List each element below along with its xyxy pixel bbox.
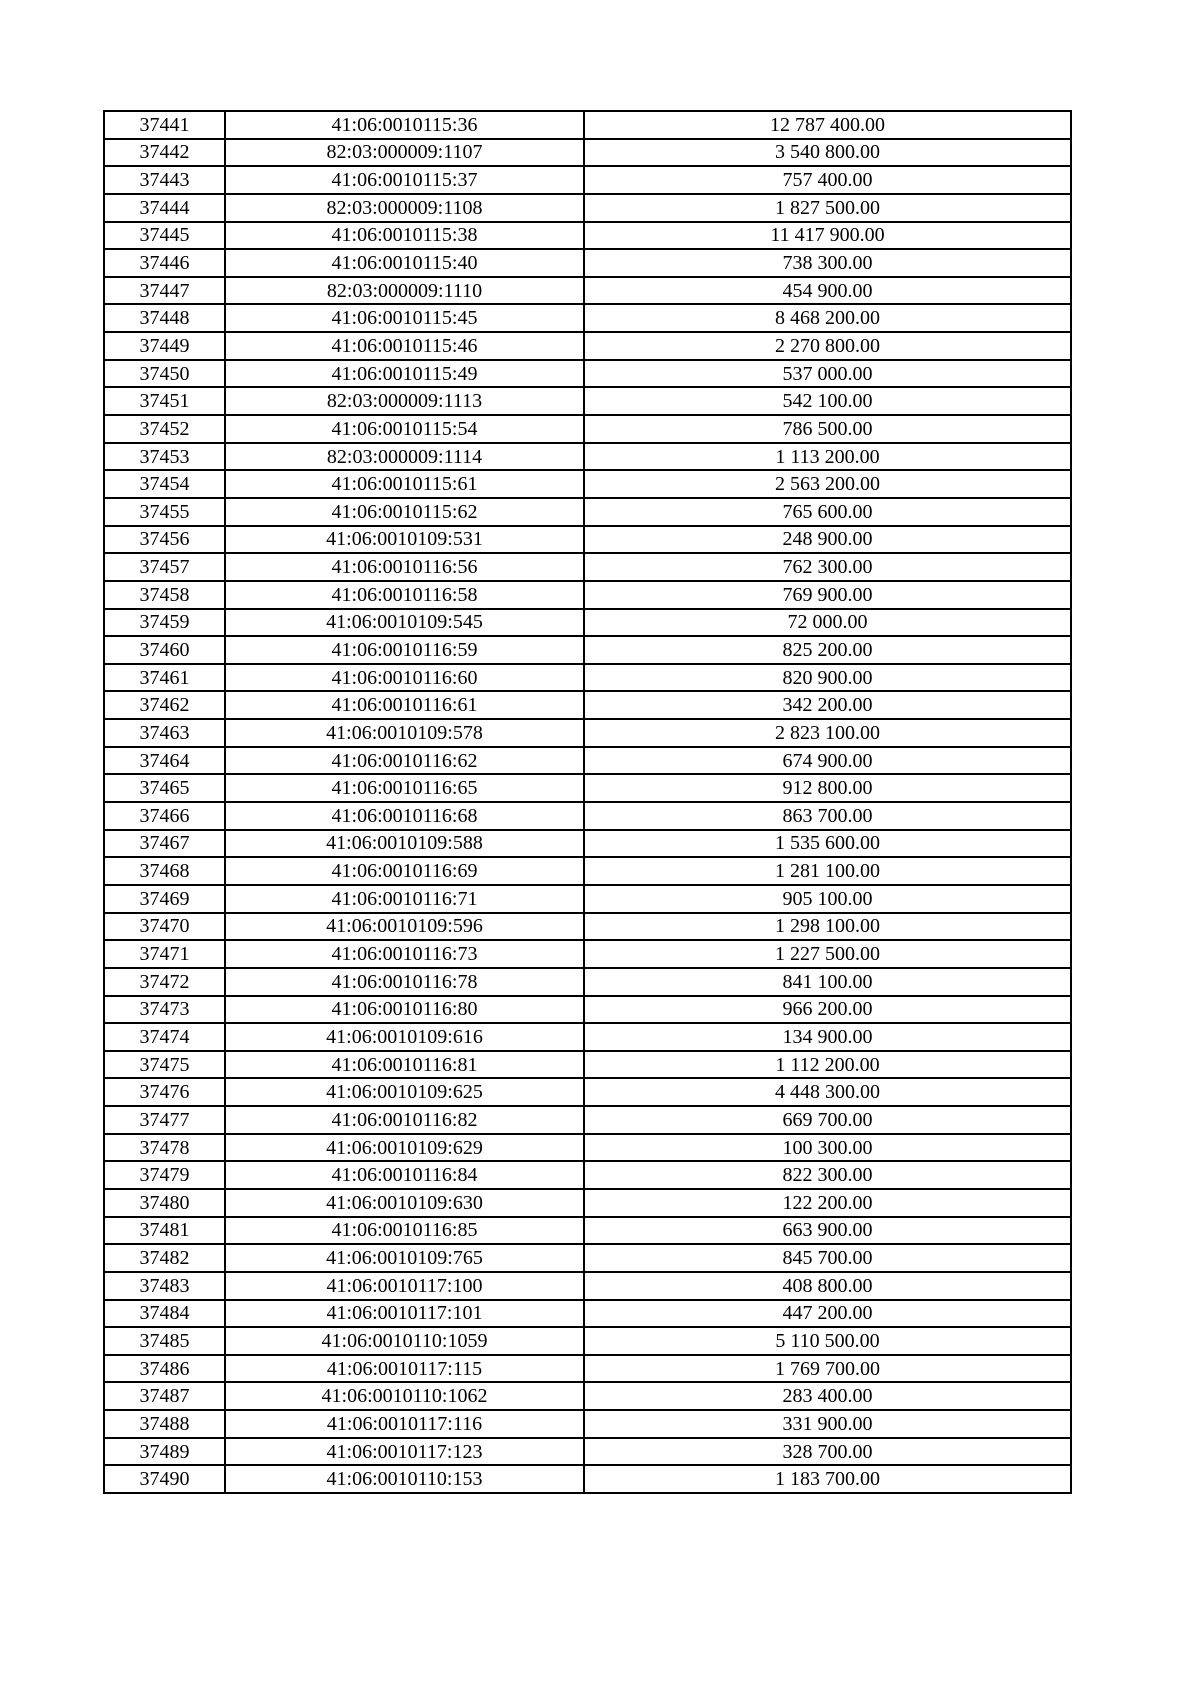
row-number-cell: 37484	[104, 1300, 225, 1328]
cadastral-value-cell: 1 535 600.00	[584, 830, 1071, 858]
row-number-cell: 37463	[104, 719, 225, 747]
row-number-cell: 37446	[104, 249, 225, 277]
cadastral-number-cell: 41:06:0010115:36	[225, 111, 584, 139]
table-row	[104, 387, 1071, 415]
cadastral-number-cell: 41:06:0010116:80	[225, 996, 584, 1024]
cadastral-value-table	[103, 110, 1072, 1494]
cadastral-value-cell: 663 900.00	[584, 1217, 1071, 1245]
table-row	[104, 249, 1071, 277]
row-number-cell: 37480	[104, 1189, 225, 1217]
cadastral-number-cell: 41:06:0010109:765	[225, 1244, 584, 1272]
table-row	[104, 360, 1071, 388]
row-number-cell: 37444	[104, 194, 225, 222]
cadastral-value-cell: 841 100.00	[584, 968, 1071, 996]
cadastral-value-cell: 738 300.00	[584, 249, 1071, 277]
cadastral-number-cell: 41:06:0010116:61	[225, 691, 584, 719]
row-number-cell: 37486	[104, 1355, 225, 1383]
table-row	[104, 498, 1071, 526]
cadastral-value-cell: 757 400.00	[584, 166, 1071, 194]
cadastral-value-cell: 11 417 900.00	[584, 222, 1071, 250]
cadastral-number-cell: 41:06:0010116:58	[225, 581, 584, 609]
table-row	[104, 304, 1071, 332]
row-number-cell: 37471	[104, 940, 225, 968]
cadastral-value-cell: 454 900.00	[584, 277, 1071, 305]
table-row	[104, 1438, 1071, 1466]
cadastral-number-cell: 41:06:0010115:40	[225, 249, 584, 277]
cadastral-number-cell: 41:06:0010115:45	[225, 304, 584, 332]
cadastral-value-cell: 3 540 800.00	[584, 139, 1071, 167]
row-number-cell: 37461	[104, 664, 225, 692]
cadastral-number-cell: 41:06:0010115:37	[225, 166, 584, 194]
cadastral-value-cell: 769 900.00	[584, 581, 1071, 609]
row-number-cell: 37454	[104, 470, 225, 498]
row-number-cell: 37483	[104, 1272, 225, 1300]
cadastral-number-cell: 82:03:000009:1114	[225, 443, 584, 471]
cadastral-number-cell: 41:06:0010116:82	[225, 1106, 584, 1134]
table-row	[104, 415, 1071, 443]
cadastral-number-cell: 41:06:0010109:531	[225, 526, 584, 554]
table-row	[104, 1106, 1071, 1134]
table-row	[104, 470, 1071, 498]
row-number-cell: 37489	[104, 1438, 225, 1466]
cadastral-value-cell: 2 270 800.00	[584, 332, 1071, 360]
table-row	[104, 581, 1071, 609]
cadastral-value-cell: 966 200.00	[584, 996, 1071, 1024]
table-row	[104, 1465, 1071, 1493]
cadastral-value-cell: 822 300.00	[584, 1161, 1071, 1189]
table-row	[104, 719, 1071, 747]
row-number-cell: 37467	[104, 830, 225, 858]
cadastral-number-cell: 41:06:0010116:85	[225, 1217, 584, 1245]
table-row	[104, 1272, 1071, 1300]
cadastral-value-cell: 912 800.00	[584, 774, 1071, 802]
cadastral-number-cell: 41:06:0010109:630	[225, 1189, 584, 1217]
table-row	[104, 222, 1071, 250]
cadastral-value-cell: 283 400.00	[584, 1382, 1071, 1410]
cadastral-number-cell: 41:06:0010116:73	[225, 940, 584, 968]
table-row	[104, 1134, 1071, 1162]
row-number-cell: 37451	[104, 387, 225, 415]
row-number-cell: 37443	[104, 166, 225, 194]
table-row	[104, 913, 1071, 941]
cadastral-number-cell: 41:06:0010116:69	[225, 857, 584, 885]
table-row	[104, 1382, 1071, 1410]
cadastral-number-cell: 41:06:0010109:625	[225, 1078, 584, 1106]
cadastral-number-cell: 41:06:0010109:596	[225, 913, 584, 941]
row-number-cell: 37455	[104, 498, 225, 526]
cadastral-value-cell: 2 563 200.00	[584, 470, 1071, 498]
row-number-cell: 37468	[104, 857, 225, 885]
row-number-cell: 37450	[104, 360, 225, 388]
cadastral-value-cell: 331 900.00	[584, 1410, 1071, 1438]
row-number-cell: 37488	[104, 1410, 225, 1438]
cadastral-number-cell: 41:06:0010110:1062	[225, 1382, 584, 1410]
row-number-cell: 37481	[104, 1217, 225, 1245]
cadastral-value-cell: 669 700.00	[584, 1106, 1071, 1134]
table-row	[104, 277, 1071, 305]
cadastral-number-cell: 41:06:0010116:62	[225, 747, 584, 775]
table-row	[104, 802, 1071, 830]
table-row	[104, 747, 1071, 775]
cadastral-value-cell: 1 827 500.00	[584, 194, 1071, 222]
cadastral-value-cell: 122 200.00	[584, 1189, 1071, 1217]
cadastral-value-cell: 1 227 500.00	[584, 940, 1071, 968]
cadastral-number-cell: 41:06:0010116:56	[225, 553, 584, 581]
row-number-cell: 37465	[104, 774, 225, 802]
table-row	[104, 996, 1071, 1024]
table-row	[104, 1051, 1071, 1079]
cadastral-value-cell: 1 113 200.00	[584, 443, 1071, 471]
cadastral-value-cell: 1 281 100.00	[584, 857, 1071, 885]
cadastral-number-cell: 41:06:0010116:84	[225, 1161, 584, 1189]
cadastral-value-cell: 762 300.00	[584, 553, 1071, 581]
table-row	[104, 968, 1071, 996]
table-row	[104, 443, 1071, 471]
cadastral-value-cell: 537 000.00	[584, 360, 1071, 388]
row-number-cell: 37482	[104, 1244, 225, 1272]
table-row	[104, 166, 1071, 194]
table-row	[104, 1355, 1071, 1383]
row-number-cell: 37460	[104, 636, 225, 664]
cadastral-value-cell: 100 300.00	[584, 1134, 1071, 1162]
cadastral-number-cell: 41:06:0010109:588	[225, 830, 584, 858]
cadastral-value-cell: 1 298 100.00	[584, 913, 1071, 941]
cadastral-number-cell: 41:06:0010115:49	[225, 360, 584, 388]
cadastral-number-cell: 41:06:0010116:60	[225, 664, 584, 692]
row-number-cell: 37449	[104, 332, 225, 360]
cadastral-value-cell: 72 000.00	[584, 609, 1071, 637]
row-number-cell: 37464	[104, 747, 225, 775]
row-number-cell: 37457	[104, 553, 225, 581]
cadastral-number-cell: 41:06:0010116:59	[225, 636, 584, 664]
cadastral-value-cell: 863 700.00	[584, 802, 1071, 830]
cadastral-value-cell: 1 769 700.00	[584, 1355, 1071, 1383]
cadastral-number-cell: 41:06:0010117:115	[225, 1355, 584, 1383]
row-number-cell: 37456	[104, 526, 225, 554]
table-row	[104, 774, 1071, 802]
cadastral-number-cell: 82:03:000009:1108	[225, 194, 584, 222]
cadastral-number-cell: 41:06:0010110:1059	[225, 1327, 584, 1355]
cadastral-number-cell: 41:06:0010109:545	[225, 609, 584, 637]
row-number-cell: 37485	[104, 1327, 225, 1355]
row-number-cell: 37477	[104, 1106, 225, 1134]
row-number-cell: 37479	[104, 1161, 225, 1189]
cadastral-value-cell: 5 110 500.00	[584, 1327, 1071, 1355]
cadastral-number-cell: 41:06:0010116:71	[225, 885, 584, 913]
cadastral-number-cell: 41:06:0010116:78	[225, 968, 584, 996]
cadastral-number-cell: 41:06:0010117:116	[225, 1410, 584, 1438]
cadastral-value-cell: 342 200.00	[584, 691, 1071, 719]
cadastral-value-cell: 447 200.00	[584, 1300, 1071, 1328]
table-row	[104, 1189, 1071, 1217]
cadastral-number-cell: 41:06:0010115:61	[225, 470, 584, 498]
cadastral-value-cell: 825 200.00	[584, 636, 1071, 664]
cadastral-number-cell: 41:06:0010115:54	[225, 415, 584, 443]
cadastral-number-cell: 41:06:0010109:629	[225, 1134, 584, 1162]
row-number-cell: 37469	[104, 885, 225, 913]
cadastral-value-cell: 1 112 200.00	[584, 1051, 1071, 1079]
table-row	[104, 1161, 1071, 1189]
table-row	[104, 636, 1071, 664]
row-number-cell: 37448	[104, 304, 225, 332]
table-row	[104, 1327, 1071, 1355]
row-number-cell: 37478	[104, 1134, 225, 1162]
cadastral-number-cell: 82:03:000009:1113	[225, 387, 584, 415]
cadastral-number-cell: 41:06:0010116:68	[225, 802, 584, 830]
table-row	[104, 857, 1071, 885]
table-row	[104, 1078, 1071, 1106]
row-number-cell: 37445	[104, 222, 225, 250]
cadastral-value-cell: 765 600.00	[584, 498, 1071, 526]
cadastral-value-cell: 248 900.00	[584, 526, 1071, 554]
row-number-cell: 37466	[104, 802, 225, 830]
cadastral-value-cell: 2 823 100.00	[584, 719, 1071, 747]
cadastral-value-cell: 542 100.00	[584, 387, 1071, 415]
row-number-cell: 37476	[104, 1078, 225, 1106]
row-number-cell: 37462	[104, 691, 225, 719]
row-number-cell: 37487	[104, 1382, 225, 1410]
cadastral-number-cell: 41:06:0010117:123	[225, 1438, 584, 1466]
table-row	[104, 111, 1071, 139]
cadastral-number-cell: 82:03:000009:1110	[225, 277, 584, 305]
table-row	[104, 609, 1071, 637]
row-number-cell: 37452	[104, 415, 225, 443]
table-row	[104, 1217, 1071, 1245]
table-row	[104, 885, 1071, 913]
row-number-cell: 37470	[104, 913, 225, 941]
cadastral-value-cell: 408 800.00	[584, 1272, 1071, 1300]
table-row	[104, 1300, 1071, 1328]
cadastral-number-cell: 41:06:0010117:101	[225, 1300, 584, 1328]
table-row	[104, 664, 1071, 692]
table-body	[104, 111, 1071, 1493]
row-number-cell: 37442	[104, 139, 225, 167]
table-row	[104, 332, 1071, 360]
cadastral-number-cell: 41:06:0010109:578	[225, 719, 584, 747]
cadastral-number-cell: 41:06:0010115:46	[225, 332, 584, 360]
row-number-cell: 37472	[104, 968, 225, 996]
cadastral-value-cell: 4 448 300.00	[584, 1078, 1071, 1106]
cadastral-value-cell: 820 900.00	[584, 664, 1071, 692]
table-row	[104, 526, 1071, 554]
cadastral-number-cell: 82:03:000009:1107	[225, 139, 584, 167]
cadastral-number-cell: 41:06:0010110:153	[225, 1465, 584, 1493]
cadastral-value-cell: 674 900.00	[584, 747, 1071, 775]
row-number-cell: 37447	[104, 277, 225, 305]
row-number-cell: 37459	[104, 609, 225, 637]
cadastral-value-cell: 845 700.00	[584, 1244, 1071, 1272]
cadastral-number-cell: 41:06:0010116:65	[225, 774, 584, 802]
table-row	[104, 830, 1071, 858]
cadastral-value-cell: 12 787 400.00	[584, 111, 1071, 139]
cadastral-number-cell: 41:06:0010115:62	[225, 498, 584, 526]
cadastral-value-cell: 905 100.00	[584, 885, 1071, 913]
cadastral-number-cell: 41:06:0010109:616	[225, 1023, 584, 1051]
table-row	[104, 139, 1071, 167]
table-row	[104, 194, 1071, 222]
cadastral-value-cell: 134 900.00	[584, 1023, 1071, 1051]
cadastral-value-cell: 8 468 200.00	[584, 304, 1071, 332]
table-row	[104, 553, 1071, 581]
table-row	[104, 940, 1071, 968]
row-number-cell: 37490	[104, 1465, 225, 1493]
cadastral-number-cell: 41:06:0010115:38	[225, 222, 584, 250]
row-number-cell: 37441	[104, 111, 225, 139]
table-row	[104, 1244, 1071, 1272]
cadastral-number-cell: 41:06:0010116:81	[225, 1051, 584, 1079]
row-number-cell: 37475	[104, 1051, 225, 1079]
table-row	[104, 1410, 1071, 1438]
cadastral-number-cell: 41:06:0010117:100	[225, 1272, 584, 1300]
table-row	[104, 1023, 1071, 1051]
row-number-cell: 37458	[104, 581, 225, 609]
cadastral-value-cell: 1 183 700.00	[584, 1465, 1071, 1493]
cadastral-value-cell: 328 700.00	[584, 1438, 1071, 1466]
row-number-cell: 37453	[104, 443, 225, 471]
table-row	[104, 691, 1071, 719]
cadastral-value-cell: 786 500.00	[584, 415, 1071, 443]
row-number-cell: 37473	[104, 996, 225, 1024]
row-number-cell: 37474	[104, 1023, 225, 1051]
